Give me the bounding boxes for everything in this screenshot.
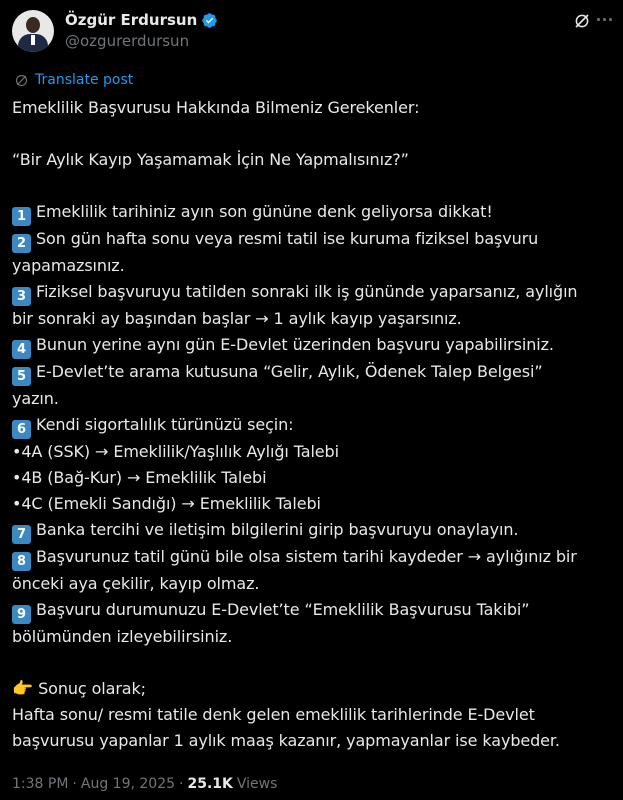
keycap-2-icon: 2	[12, 234, 31, 253]
conclusion-line-2: başvurusu yapanlar 1 aylık maaş kazanır, yapmayanlar ise kaybeder.	[12, 731, 560, 750]
keycap-8-icon: 8	[12, 552, 31, 571]
conclusion-line-1: Hafta sonu/ resmi tatile denk gelen emeklilik tarihlerinde E-Devlet	[12, 705, 535, 724]
keycap-1-icon: 1	[12, 207, 31, 226]
step-text-continued: yazın.	[12, 389, 59, 408]
post-quote-line: “Bir Aylık Kayıp Yaşamamak İçin Ne Yapmalısınız?”	[12, 150, 409, 169]
step-text-continued: bölümünden izleyebilirsiniz.	[12, 627, 233, 646]
meta-separator: ·	[179, 776, 184, 792]
step-7	[12, 517, 617, 544]
step-text-continued: önceki aya çekilir, kayıp olmaz.	[12, 574, 260, 593]
post-date[interactable]: Aug 19, 2025	[80, 776, 176, 792]
step-text-continued: bir sonraki ay başından başlar → 1 aylık kayıp yaşarsınız.	[12, 309, 462, 328]
keycap-6-icon: 6	[12, 420, 31, 439]
translate-icon	[14, 73, 29, 88]
post-time[interactable]: 1:38 PM	[12, 776, 69, 792]
avatar[interactable]	[12, 10, 54, 52]
meta-separator: ·	[72, 776, 77, 792]
step-text: Bunun yerine aynı gün E-Devlet üzerinden başvuru yapabilirsiniz.	[36, 335, 554, 354]
bullet-4a: •4A (SSK) → Emeklilik/Yaşlılık Aylığı Talebi	[12, 442, 339, 461]
translate-post-link[interactable]	[14, 72, 133, 88]
author-name-row	[65, 11, 218, 29]
author-handle[interactable]: @ozgurerdursun	[65, 32, 190, 50]
step-text: Başvuru durumunuzu E-Devlet’te “Emeklilik Başvurusu Takibi”	[36, 600, 530, 619]
verified-badge-icon	[201, 12, 218, 29]
post-meta	[12, 776, 277, 792]
grok-icon[interactable]	[573, 12, 591, 30]
keycap-4-icon: 4	[12, 340, 31, 359]
conclusion-label: Sonuç olarak;	[38, 679, 146, 698]
step-5	[12, 359, 617, 412]
pointing-hand-icon: 👉	[12, 679, 34, 699]
keycap-5-icon: 5	[12, 367, 31, 386]
author-display-name[interactable]: Özgür Erdursun	[65, 11, 198, 29]
keycap-3-icon: 3	[12, 287, 31, 306]
step-6	[12, 412, 617, 439]
step-text-continued: yapamazsınız.	[12, 256, 125, 275]
step-8	[12, 544, 617, 597]
translate-post-label[interactable]: Translate post	[35, 72, 134, 88]
step-4	[12, 332, 617, 359]
step-text: Başvurunuz tatil günü bile olsa sistem tarihi kaydeder → aylığınız bir	[36, 547, 577, 566]
step-text: Son gün hafta sonu veya resmi tatil ise kuruma fiziksel başvuru	[36, 229, 539, 248]
step-text: E-Devlet’te arama kutusuna “Gelir, Aylık, Ödenek Talep Belgesi”	[36, 362, 543, 381]
post-text	[12, 95, 617, 754]
step-1	[12, 199, 617, 226]
step-2	[12, 226, 617, 279]
bullet-4b: •4B (Bağ-Kur) → Emeklilik Talebi	[12, 468, 267, 487]
step-text: Banka tercihi ve iletişim bilgilerini girip başvuruyu onaylayın.	[36, 520, 519, 539]
step-3	[12, 279, 617, 332]
bullet-4c: •4C (Emekli Sandığı) → Emeklilik Talebi	[12, 494, 321, 513]
conclusion-heading	[12, 676, 617, 702]
post-title-line: Emeklilik Başvurusu Hakkında Bilmeniz Gerekenler:	[12, 98, 420, 117]
post-header	[12, 8, 611, 56]
views-count[interactable]: 25.1K	[187, 776, 233, 792]
keycap-7-icon: 7	[12, 525, 31, 544]
more-icon[interactable]	[597, 18, 613, 22]
keycap-9-icon: 9	[12, 605, 31, 624]
step-text: Kendi sigortalılık türünüzü seçin:	[36, 415, 294, 434]
step-text: Fiziksel başvuruyu tatilden sonraki ilk iş gününde yaparsanız, aylığın	[36, 282, 578, 301]
views-label: Views	[236, 776, 278, 792]
step-text: Emeklilik tarihiniz ayın son gününe denk geliyorsa dikkat!	[36, 202, 493, 221]
step-9	[12, 597, 617, 650]
